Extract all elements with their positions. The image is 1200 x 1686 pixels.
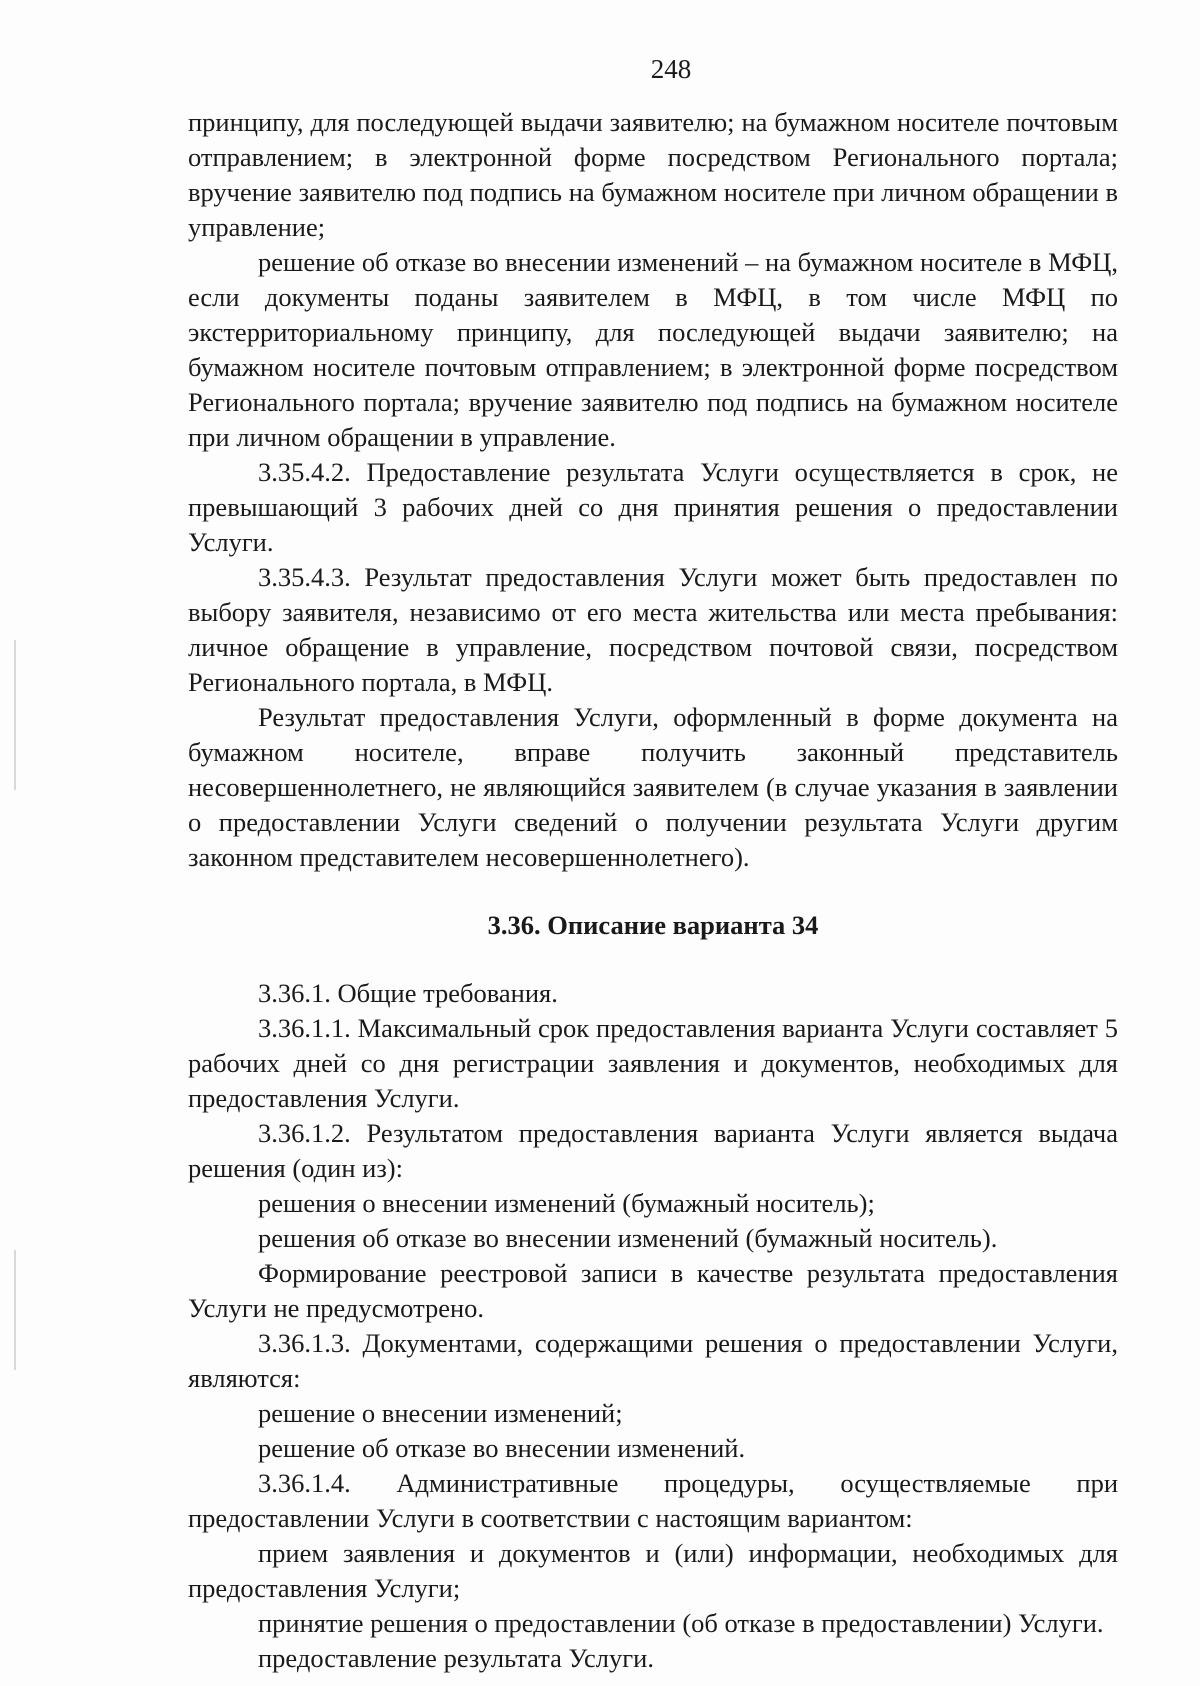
paragraph: принципу, для последующей выдачи заявителю; на бумажном носителе почтовым отправлением; в электронной форме посредством Регионального портала; вручение заявителю под подпись на бумажном носителе при личном обращении в управление; [188,107,1118,242]
list-item: предоставление результата Услуги. [258,1643,654,1673]
paragraph: 3.36.1.1. Максимальный срок предоставления варианта Услуги составляет 5 рабочих дней со дня регистрации заявления и документов, необходимых для предоставления Услуги. [188,1013,1118,1113]
paragraph: 3.36.1.3. Документами, содержащими решения о предоставлении Услуги, являются: [188,1328,1118,1393]
list-item: решение об отказе во внесении изменений. [258,1433,746,1463]
list-item: решение о внесении изменений; [258,1398,623,1428]
paragraph: 3.36.1. Общие требования. [258,978,558,1008]
paragraph: Результат предоставления Услуги, оформленный в форме документа на бумажном носителе, вправе получить законный представитель несовершеннолетнего, не являющийся заявителем (в случае указания в заявлении о предоставлении Услуги сведений о получении результата Услуги другим законном представителем несовершеннолетнего). [188,702,1118,872]
scan-artifact [14,640,16,790]
document-body [188,105,1118,1676]
list-item: решения об отказе во внесении изменений (бумажный носитель). [258,1223,998,1253]
paragraph: 3.35.4.2. Предоставление результата Услуги осуществляется в срок, не превышающий 3 рабочих дней со дня принятия решения о предоставлении Услуги. [188,457,1118,557]
scan-artifact [14,1250,16,1370]
section-heading: 3.36. Описание варианта 34 [487,910,819,940]
paragraph: 3.35.4.3. Результат предоставления Услуги может быть предоставлен по выбору заявителя, независимо от его места жительства или места пребывания: личное обращение в управление, посредством почтовой связи, посредством Регионального портала, в МФЦ. [188,562,1118,697]
list-item: решения о внесении изменений (бумажный носитель); [258,1188,875,1218]
paragraph: Формирование реестровой записи в качестве результата предоставления Услуги не предусмотрено. [188,1258,1118,1323]
paragraph: 3.36.1.4. Административные процедуры, осуществляемые при предоставлении Услуги в соответствии с настоящим вариантом: [188,1468,1118,1533]
page-number: 248 [650,54,692,84]
list-item: принятие решения о предоставлении (об отказе в предоставлении) Услуги. [258,1608,1104,1638]
paragraph: решение об отказе во внесении изменений – на бумажном носителе в МФЦ, если документы поданы заявителем в МФЦ, в том числе МФЦ по экстерриториальному принципу, для последующей выдачи заявителю; на бумажном носителе почтовым отправлением; в электронной форме посредством Регионального портала; вручение заявителю под подпись на бумажном носителе при личном обращении в управление. [188,247,1118,452]
list-item: прием заявления и документов и (или) информации, необходимых для предоставления Услуги; [188,1538,1118,1603]
paragraph: 3.36.1.2. Результатом предоставления варианта Услуги является выдача решения (один из): [188,1118,1118,1183]
